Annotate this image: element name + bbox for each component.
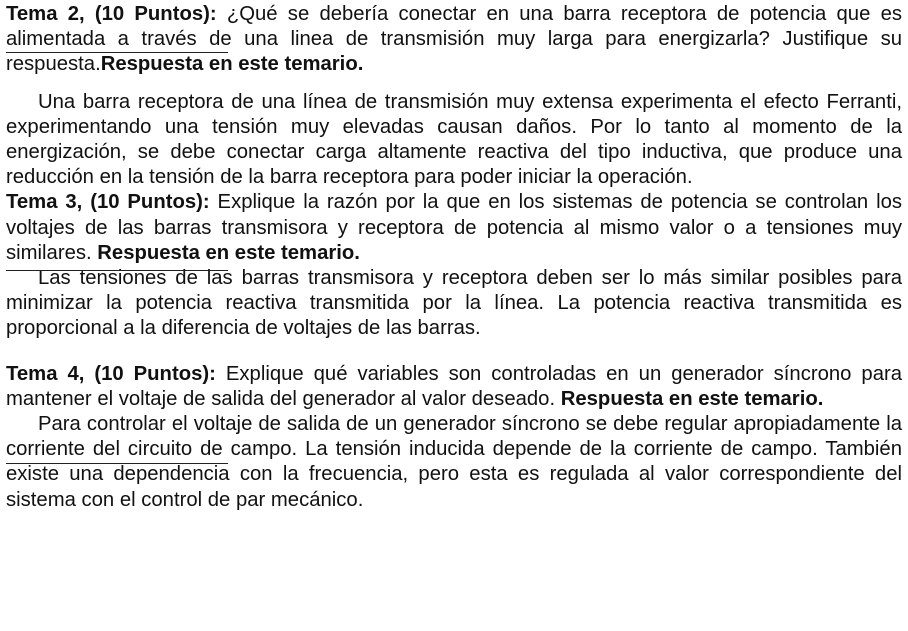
- underline-mark-tema-2: [6, 52, 228, 53]
- question-text: Explique qué variables son controladas en un generador síncrono para mantener el voltaje de salida del generador al valor deseado.: [6, 362, 903, 410]
- answer-tema-2: Una barra receptora de una línea de transmisión muy extensa experimenta el efecto Ferranti, experimentando una tensión muy elevadas causan daños. Por lo tanto al momento de la energización, se debe conectar carga altamente reactiva del tipo inductiva, que produce una reducción en la tensión de la barra receptora para poder iniciar la operación.: [6, 90, 902, 189]
- answer-note: Respuesta en este temario.: [560, 387, 824, 410]
- answer-note: Respuesta en este temario.: [97, 241, 360, 264]
- question-label: Tema 3, (10 Puntos):: [6, 191, 210, 214]
- question-text: ¿Qué se debería conectar en una barra receptora de potencia que es alimentada a través de una linea de transmisión muy larga para energizarla? Justifique su respuesta.: [6, 3, 902, 76]
- question-tema-2: [6, 2, 902, 78]
- question-label: Tema 4, (10 Puntos):: [6, 362, 216, 385]
- question-tema-4: [6, 362, 902, 412]
- question-label: Tema 2, (10 Puntos):: [6, 3, 217, 25]
- question-text: Explique la razón por la que en los sistemas de potencia se controlan los voltajes de las barras transmisora y receptora de potencia al mismo valor o a tensiones muy similares.: [6, 191, 903, 264]
- underline-mark-tema-4: [6, 463, 228, 464]
- question-tema-3: [6, 190, 902, 266]
- answer-tema-4: Para controlar el voltaje de salida de un generador síncrono se debe regular apropiadamente la corriente del circuito de campo. La tensión inducida depende de la corriente de campo. También existe una dependencia con la frecuencia, pero esta es regulada al valor correspondiente del sistema con el control de par mecánico.: [6, 413, 902, 511]
- answer-note: Respuesta en este temario.: [100, 53, 364, 76]
- underline-mark-tema-3: [6, 270, 228, 271]
- answer-tema-3: Las tensiones de las barras transmisora y receptora deben ser lo más similar posibles para minimizar la potencia reactiva transmitida por la línea. La potencia reactiva transmitida es proporcional a la diferencia de voltajes de las barras.: [6, 267, 902, 340]
- document-body: [6, 2, 902, 513]
